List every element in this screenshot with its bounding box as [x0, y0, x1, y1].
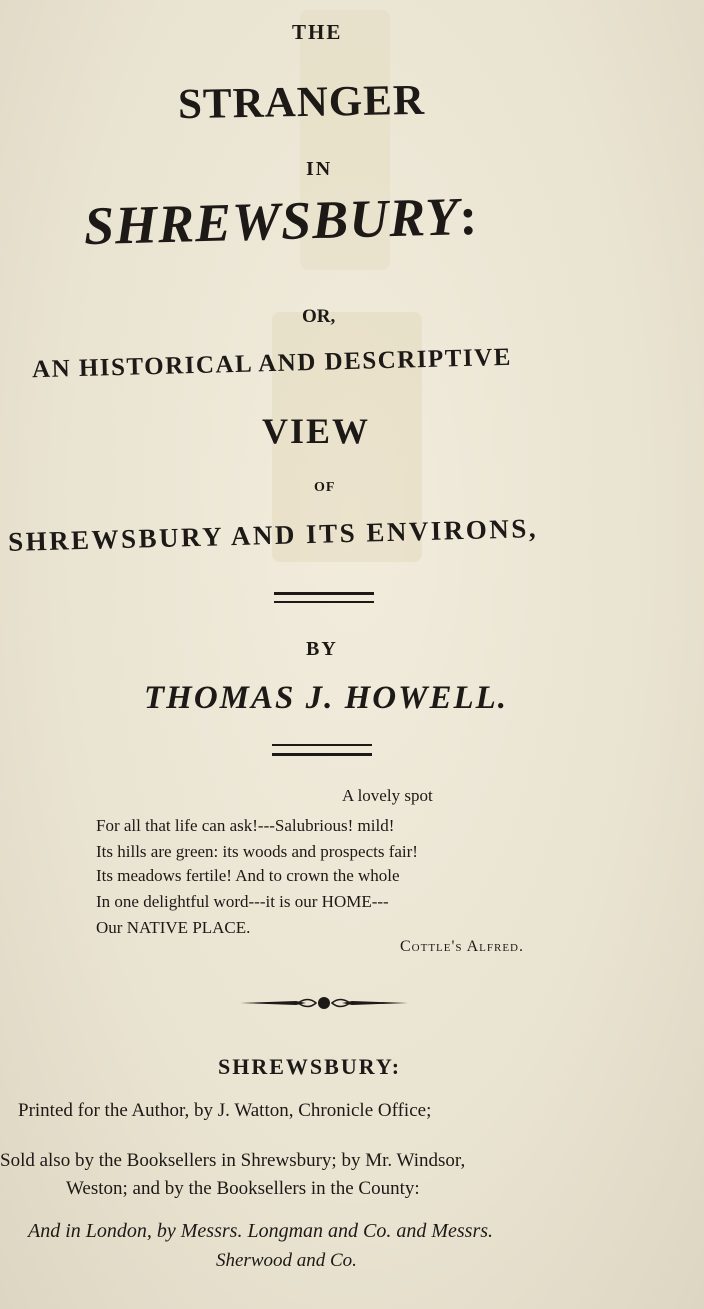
author-name: THOMAS J. HOWELL. [144, 680, 509, 716]
epigraph-line: For all that life can ask!---Salubrious! mild! [96, 816, 395, 835]
epigraph-line: A lovely spot [342, 786, 433, 805]
imprint-line: Sherwood and Co. [216, 1250, 357, 1271]
subtitle-of: OF [314, 480, 336, 495]
double-rule-bottom [272, 744, 372, 746]
epigraph-attribution: Cottle's Alfred. [400, 938, 525, 955]
imprint-line: Weston; and by the Booksellers in the County: [66, 1178, 420, 1199]
title-or: OR, [302, 306, 336, 327]
imprint-line: Sold also by the Booksellers in Shrewsbury; by Mr. Windsor, [0, 1150, 466, 1171]
ornament-divider-icon [236, 992, 412, 1014]
imprint-line: And in London, by Messrs. Longman and Co. and Messrs. [28, 1220, 494, 1242]
title-in: IN [306, 158, 333, 180]
epigraph-line: Our NATIVE PLACE. [96, 918, 251, 937]
title-stranger: STRANGER [177, 76, 426, 129]
epigraph-line: Its hills are green: its woods and prospects fair! [96, 842, 418, 861]
imprint-city: SHREWSBURY: [218, 1054, 402, 1079]
imprint-line: Printed for the Author, by J. Watton, Chronicle Office; [18, 1100, 432, 1121]
title-place-name: SHREWSBURY [83, 186, 460, 257]
title-place [83, 185, 479, 257]
double-rule-top [274, 592, 374, 595]
title-place-colon: : [458, 185, 479, 247]
epigraph-line: In one delightful word---it is our HOME--- [96, 892, 389, 911]
title-the: THE [292, 20, 343, 44]
byline-by: BY [306, 638, 338, 660]
subtitle-view: VIEW [262, 411, 371, 451]
subtitle-line-1: AN HISTORICAL AND DESCRIPTIVE [31, 343, 513, 384]
subtitle-line-3: SHREWSBURY AND ITS ENVIRONS, [7, 513, 539, 557]
epigraph-line: Its meadows fertile! And to crown the whole [96, 866, 400, 885]
double-rule-bottom [272, 753, 372, 756]
double-rule-top [274, 601, 374, 603]
